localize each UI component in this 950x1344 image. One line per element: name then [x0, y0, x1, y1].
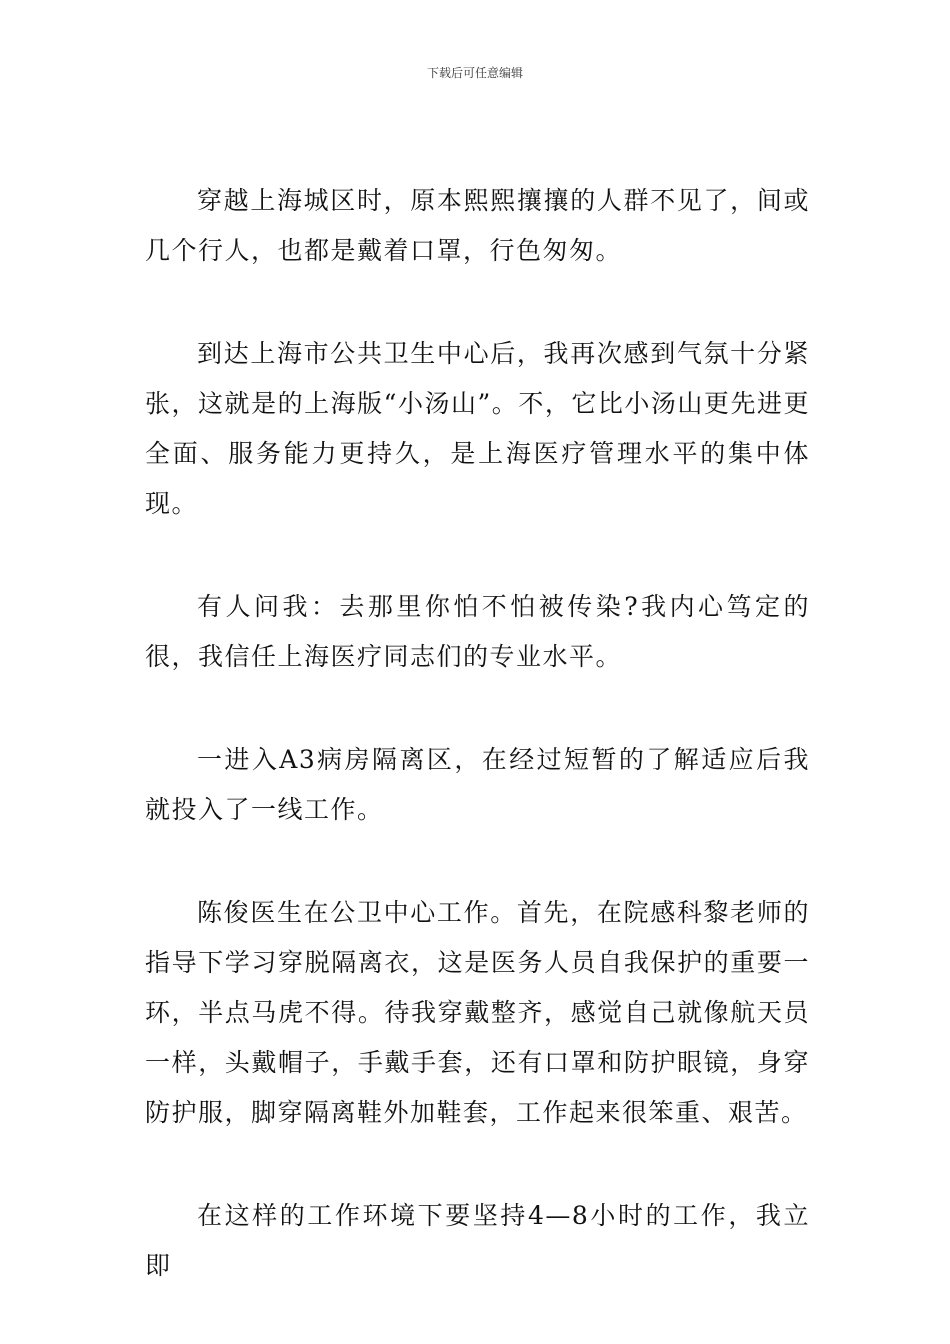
paragraph-city-crossing: 穿越上海城区时，原本熙熙攘攘的人群不见了，间或几个行人，也都是戴着口罩，行色匆匆。 — [145, 186, 810, 265]
page-header-note: 下载后可任意编辑 — [426, 66, 523, 80]
paragraph-arrival: 到达上海市公共卫生中心后，我再次感到气氛十分紧张，这就是的上海版“小汤山”。不，它比小汤山更先进更全面、服务能力更持久，是上海医疗管理水平的集中体现。 — [145, 339, 810, 518]
paragraph-ward-entry: 一进入A3病房隔离区，在经过短暂的了解适应后我就投入了一线工作。 — [145, 745, 810, 824]
document-body — [145, 176, 810, 1291]
paragraph-question: 有人问我：去那里你怕不怕被传染?我内心笃定的很，我信任上海医疗同志们的专业水平。 — [145, 592, 810, 671]
paragraph-protective-gear: 陈俊医生在公卫中心工作。首先，在院感科黎老师的指导下学习穿脱隔离衣，这是医务人员自我保护的重要一环，半点马虎不得。待我穿戴整齐，感觉自己就像航天员一样，头戴帽子，手戴手套，还有口罩和防护眼镜，身穿防护服，脚穿隔离鞋外加鞋套，工作起来很笨重、艰苦。 — [145, 898, 810, 1127]
paragraph-working-hours: 在这样的工作环境下要坚持4—8小时的工作，我立即 — [145, 1201, 810, 1280]
